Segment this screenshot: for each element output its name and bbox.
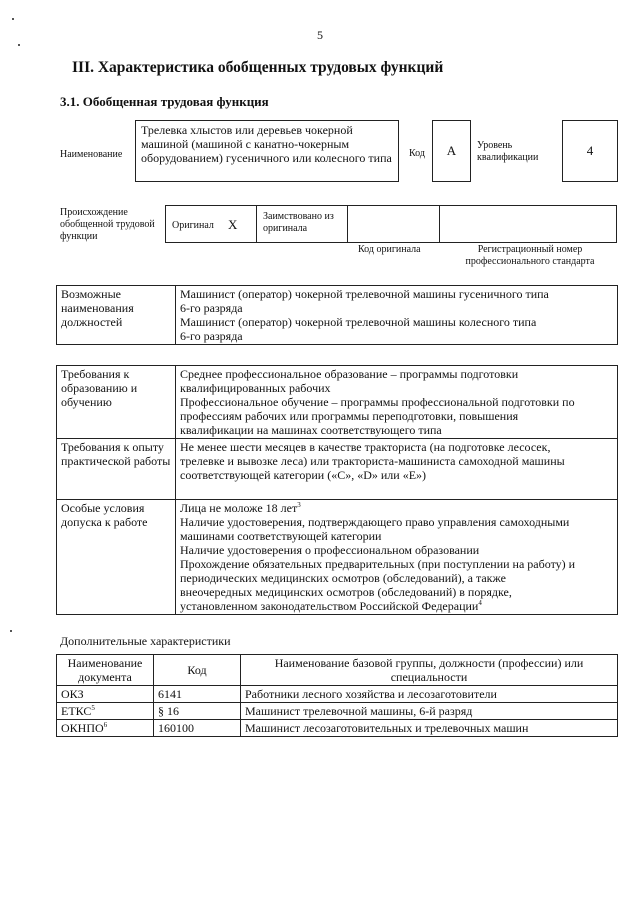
reg-number-cell: [439, 205, 617, 243]
requirements-table: [56, 365, 618, 615]
position-line: Машинист (оператор) чокерной трелевочной машины гусеничного типа: [180, 287, 549, 301]
table-row: [57, 703, 618, 720]
experience-line: Не менее шести месяцев в качестве тракториста (на подготовке лесосек,: [180, 440, 551, 454]
admission-line: машинами соответствующей категории: [180, 529, 382, 543]
borrowed-label: Заимствовано из оригинала: [263, 211, 334, 234]
admission-age-line: Лица не моложе 18 лет$^3$: [180, 501, 301, 515]
education-line: Профессиональное обучение – программы профессиональной подготовки по: [180, 395, 575, 409]
origin-label: Происхождение обобщенной трудовой функции: [60, 207, 155, 242]
function-name-box: [135, 120, 399, 182]
col-code-header: Код: [154, 655, 241, 686]
positions-values: [176, 286, 618, 345]
original-mark: X: [228, 217, 238, 232]
scan-speck: [18, 44, 20, 46]
experience-line: трелевке и вывозке леса) или тракториста-машиниста самоходной машины: [180, 454, 565, 468]
code-original-caption: Код оригинала: [358, 244, 421, 255]
col-doc-header: Наименование документа: [57, 655, 154, 686]
doc-cell: ОКНПО$^6$: [57, 720, 154, 737]
table-row: [57, 686, 618, 703]
borrowed-cell: [256, 205, 348, 243]
function-name-text: Трелевка хлыстов или деревьев чокерной машиной (машиной с канатно-чокерным оборудованием) гусеничного или колесного типа: [141, 123, 392, 165]
original-label: Оригинал: [172, 220, 214, 231]
positions-label: Возможные наименования должностей: [57, 286, 176, 345]
experience-values: [176, 439, 618, 500]
experience-label: Требования к опыту практической работы: [57, 439, 176, 500]
footnote-6: 6: [103, 721, 108, 729]
code-value: A: [446, 143, 457, 158]
original-code-cell: [347, 205, 440, 243]
experience-line: соответствующей категории («С», «D» или «Е»): [180, 468, 427, 482]
education-label: Требования к образованию и обучению: [57, 366, 176, 439]
scan-speck: [12, 18, 14, 20]
name-label: Наименование: [60, 149, 123, 160]
additional-table: [56, 654, 618, 737]
table-row: [57, 720, 618, 737]
doc-cell: ОКЗ: [57, 686, 154, 703]
doc-cell: ЕТКС$^5$: [57, 703, 154, 720]
footnote-4: 4: [478, 599, 482, 607]
level-label: Уровень квалификации: [477, 140, 539, 163]
admission-line: Наличие удостоверения о профессиональном образовании: [180, 543, 480, 557]
original-cell: [165, 205, 257, 243]
level-value-box: [562, 120, 618, 182]
admission-values: [176, 500, 618, 615]
scan-speck: [10, 630, 12, 632]
admission-line: внеочередных медицинских осмотров (обследований) в порядке,: [180, 585, 512, 599]
position-line: Машинист (оператор) чокерной трелевочной машины колесного типа: [180, 315, 537, 329]
code-value-box: [432, 120, 471, 182]
footnote-3: 3: [297, 501, 301, 509]
education-line: профессиям рабочих или программы переподготовки, повышения: [180, 409, 519, 423]
education-line: квалификации на машинах соответствующего типа: [180, 423, 442, 437]
admission-label: Особые условия допуска к работе: [57, 500, 176, 615]
position-line: 6-го разряда: [180, 329, 243, 343]
subsection-title: 3.1. Обобщенная трудовая функция: [60, 94, 269, 109]
col-name-header: Наименование базовой группы, должности (профессии) или специальности: [241, 655, 618, 686]
name-cell: Работники лесного хозяйства и лесозаготовители: [241, 686, 618, 703]
code-label: Код: [409, 148, 425, 159]
education-line: квалифицированных рабочих: [180, 381, 331, 395]
education-values: [176, 366, 618, 439]
additional-title: Дополнительные характеристики: [60, 634, 231, 648]
education-line: Среднее профессиональное образование – программы подготовки: [180, 367, 519, 381]
admission-line: Наличие удостоверения, подтверждающего право управления самоходными: [180, 515, 570, 529]
name-cell: Машинист лесозаготовительных и трелевочных машин: [241, 720, 618, 737]
code-cell: § 16: [154, 703, 241, 720]
code-cell: 160100: [154, 720, 241, 737]
code-cell: 6141: [154, 686, 241, 703]
name-cell: Машинист трелевочной машины, 6-й разряд: [241, 703, 618, 720]
footnote-5: 5: [91, 704, 95, 712]
section-title: III. Характеристика обобщенных трудовых функций: [72, 59, 444, 76]
admission-last-line: установленном законодательством Российской Федерации$^4$: [180, 599, 482, 613]
admission-line: Прохождение обязательных предварительных (при поступлении на работу) и: [180, 557, 576, 571]
page-number: 5: [317, 28, 323, 42]
positions-table: [56, 285, 618, 345]
position-line: 6-го разряда: [180, 301, 243, 315]
reg-number-caption: Регистрационный номер профессионального стандарта: [465, 244, 595, 267]
level-value: 4: [586, 143, 594, 158]
admission-line: периодических медицинских осмотров (обследований), а также: [180, 571, 506, 585]
